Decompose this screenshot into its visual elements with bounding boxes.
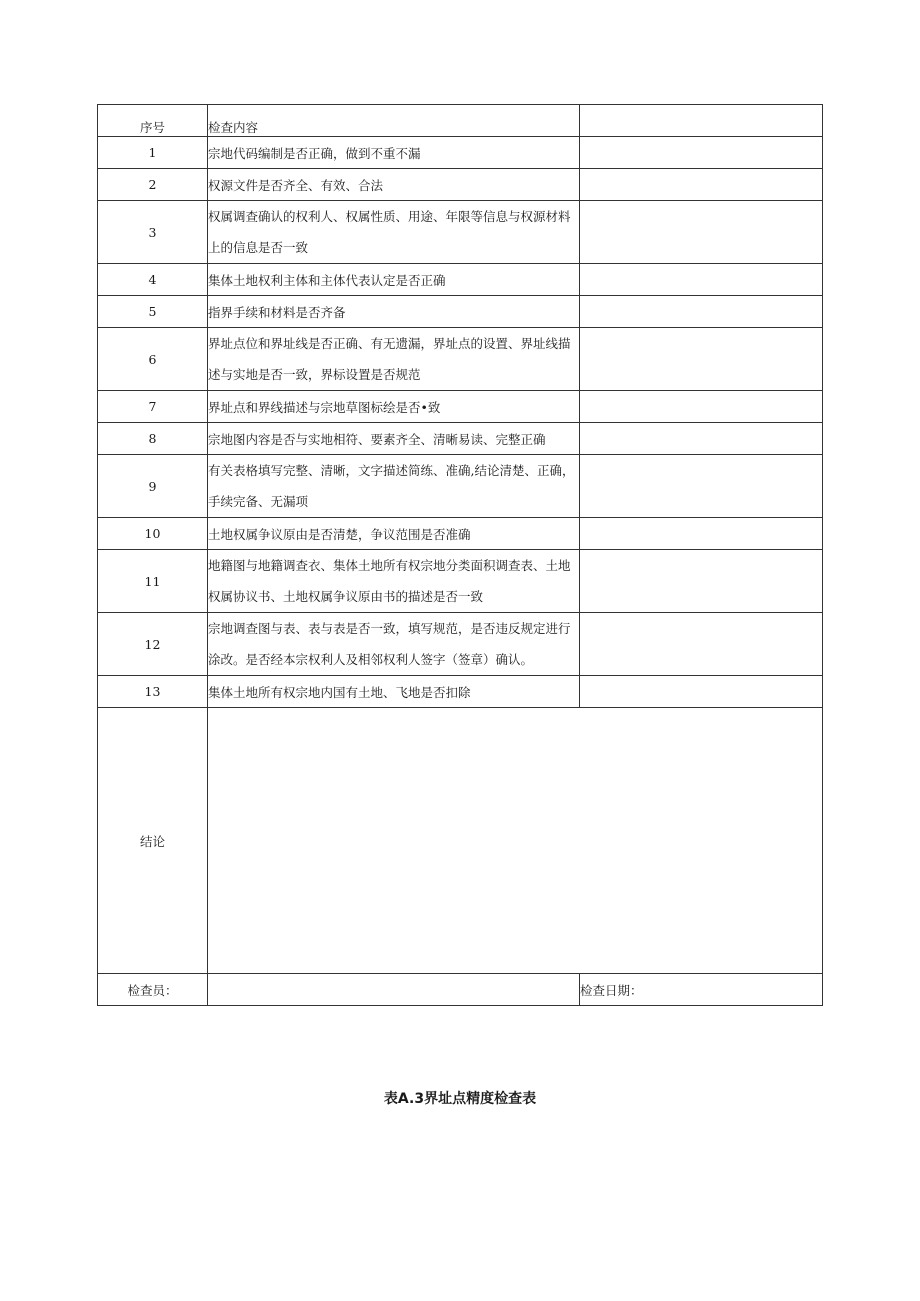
row-no: 6 bbox=[98, 328, 208, 391]
row-extra bbox=[580, 518, 823, 550]
row-content: 土地权属争议原由是否清楚，争议范围是否准确 bbox=[208, 518, 580, 550]
row-extra bbox=[580, 455, 823, 518]
row-content: 指界手续和材料是否齐备 bbox=[208, 296, 580, 328]
conclusion-row bbox=[98, 708, 823, 974]
row-no: 5 bbox=[98, 296, 208, 328]
row-extra bbox=[580, 264, 823, 296]
row-extra bbox=[580, 613, 823, 676]
header-content: 检查内容 bbox=[208, 105, 580, 137]
row-content: 集体土地权利主体和主体代表认定是否正确 bbox=[208, 264, 580, 296]
row-extra bbox=[580, 169, 823, 201]
table-row bbox=[98, 550, 823, 613]
inspection-table bbox=[97, 104, 823, 1006]
table-row bbox=[98, 613, 823, 676]
row-extra bbox=[580, 423, 823, 455]
table-row bbox=[98, 169, 823, 201]
row-content: 界址点和界线描述与宗地草图标绘是否•致 bbox=[208, 391, 580, 423]
table-row bbox=[98, 391, 823, 423]
table-caption: 表A.3界址点精度检查表 bbox=[383, 1091, 537, 1107]
row-extra bbox=[580, 328, 823, 391]
row-content: 权源文件是否齐全、有效、合法 bbox=[208, 169, 580, 201]
row-extra bbox=[580, 296, 823, 328]
table-row bbox=[98, 518, 823, 550]
row-content: 集体土地所有权宗地内国有土地、飞地是否扣除 bbox=[208, 676, 580, 708]
table-row bbox=[98, 455, 823, 518]
conclusion-label: 结论 bbox=[98, 708, 208, 974]
row-no: 8 bbox=[98, 423, 208, 455]
table-row bbox=[98, 676, 823, 708]
table-row bbox=[98, 423, 823, 455]
row-content: 宗地调查图与表、表与表是否一致，填写规范，是否违反规定进行涂改。是否经本宗权利人及相邻权利人签字（签章）确认。 bbox=[208, 613, 580, 676]
row-content: 宗地图内容是否与实地相符、要素齐全、清晰易读、完整正确 bbox=[208, 423, 580, 455]
inspector-label: 检查员： bbox=[98, 974, 208, 1006]
row-no: 7 bbox=[98, 391, 208, 423]
row-content: 宗地代码编制是否正确，做到不重不漏 bbox=[208, 137, 580, 169]
table-row bbox=[98, 328, 823, 391]
date-label: 检查日期： bbox=[580, 974, 823, 1006]
header-no: 序号 bbox=[98, 105, 208, 137]
table-row bbox=[98, 201, 823, 264]
row-no: 4 bbox=[98, 264, 208, 296]
header-extra bbox=[580, 105, 823, 137]
row-extra bbox=[580, 201, 823, 264]
row-content: 权属调查确认的权利人、权属性质、用途、年限等信息与权源材料上的信息是否一致 bbox=[208, 201, 580, 264]
row-extra bbox=[580, 391, 823, 423]
row-extra bbox=[580, 137, 823, 169]
row-no: 13 bbox=[98, 676, 208, 708]
row-no: 9 bbox=[98, 455, 208, 518]
row-content: 有关表格填写完整、清晰，文字描述简练、准确,结论清楚、正确，手续完备、无漏项 bbox=[208, 455, 580, 518]
row-no: 1 bbox=[98, 137, 208, 169]
row-no: 11 bbox=[98, 550, 208, 613]
table-header-row bbox=[98, 105, 823, 137]
table-row bbox=[98, 264, 823, 296]
inspector-field[interactable] bbox=[208, 974, 580, 1006]
table-row bbox=[98, 296, 823, 328]
row-extra bbox=[580, 550, 823, 613]
table-row bbox=[98, 137, 823, 169]
footer-row bbox=[98, 974, 823, 1006]
row-no: 3 bbox=[98, 201, 208, 264]
row-content: 地籍图与地籍调查衣、集体土地所有权宗地分类面积调查表、土地权属协议书、土地权属争议原由书的描述是否一致 bbox=[208, 550, 580, 613]
row-extra bbox=[580, 676, 823, 708]
conclusion-field[interactable] bbox=[208, 708, 823, 974]
row-no: 2 bbox=[98, 169, 208, 201]
row-content: 界址点位和界址线是否正确、有无遗漏，界址点的设置、界址线描述与实地是否一致，界标设置是否规范 bbox=[208, 328, 580, 391]
row-no: 12 bbox=[98, 613, 208, 676]
row-no: 10 bbox=[98, 518, 208, 550]
